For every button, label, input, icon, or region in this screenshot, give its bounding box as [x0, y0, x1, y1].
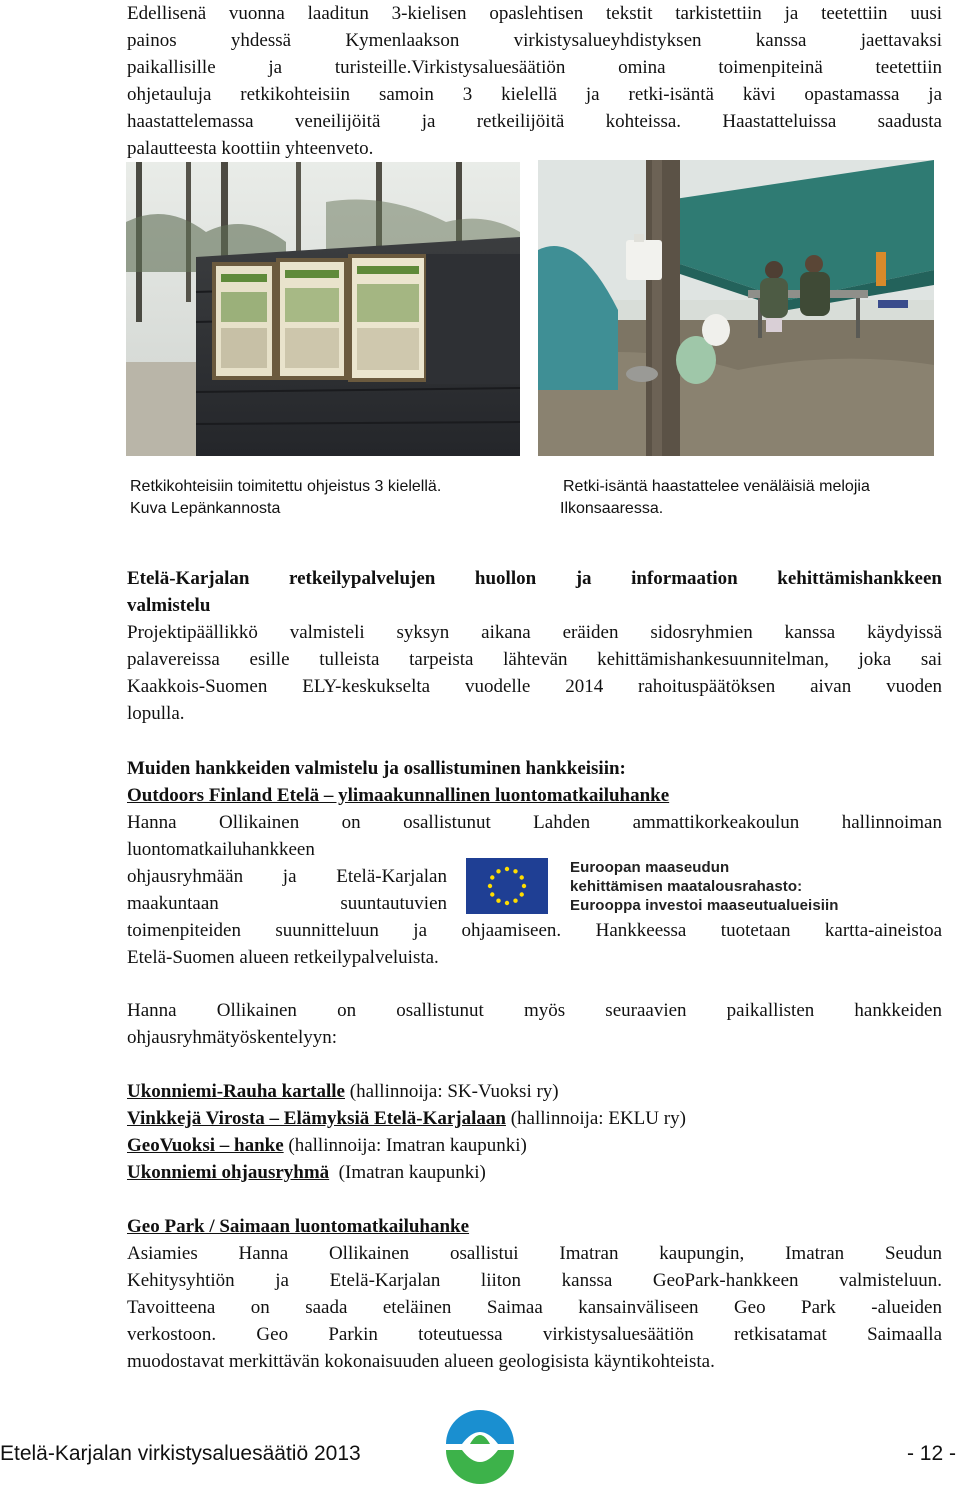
intro-line: haastattelemassa veneilijöitä ja retkeilijöitä kohteissa. Haastatteluissa saadusta	[127, 111, 942, 132]
list-item	[127, 1159, 942, 1186]
caption-line: Retkikohteisiin toimitettu ohjeistus 3 kielellä.	[130, 478, 442, 495]
eu-star	[505, 867, 509, 871]
intro-line: ohjetauluja retkikohteisiin samoin 3 kielellä ja retki-isäntä kävi opastamassa ja	[127, 84, 942, 105]
intro-line: palautteesta koottiin yhteenveto.	[127, 138, 374, 159]
paragraph-line: Kehitysyhtiön ja Etelä-Karjalan liiton kanssa GeoPark-hankkeen valmisteluun.	[127, 1270, 942, 1291]
foundation-logo	[440, 1400, 520, 1491]
list-item	[127, 1078, 942, 1105]
eu-star	[488, 884, 492, 888]
eu-logo-line: kehittämisen maatalousrahasto:	[570, 878, 803, 895]
foundation-logo-icon	[440, 1400, 520, 1491]
section-geopark	[127, 1213, 942, 1375]
intro-paragraph	[127, 0, 942, 162]
project-list	[127, 1078, 942, 1186]
eu-logo-text	[570, 858, 839, 915]
project-owner: (hallinnoija: Imatran kaupunki)	[283, 1135, 527, 1156]
footer-title: Etelä-Karjalan virkistysaluesäätiö 2013	[0, 1442, 361, 1465]
list-item	[127, 1132, 942, 1159]
project-owner: (hallinnoija: EKLU ry)	[505, 1108, 686, 1129]
section-retkeilypalvelut	[127, 565, 942, 727]
section-heading: Etelä-Karjalan retkeilypalvelujen huollon ja informaation kehittämishankkeen	[127, 568, 942, 589]
paragraph-line: verkostoon. Geo Parkin toteutuessa virkistysaluesäätiön retkisatamat Saimaalla	[127, 1324, 942, 1345]
paragraph-line: Hanna Ollikainen on osallistunut Lahden ammattikorkeakoulun hallinnoiman	[127, 812, 942, 833]
paragraph-line: muodostavat merkittävän kokonaisuuden alueen geologisista käyntikohteista.	[127, 1351, 715, 1372]
project-name: Ukonniemi ohjausryhmä	[127, 1162, 330, 1183]
section-heading: valmistelu	[127, 595, 211, 616]
project-owner: (Imatran kaupunki)	[329, 1162, 486, 1183]
intro-line: painos yhdessä Kymenlaakson virkistysalueyhdistyksen kanssa jaettavaksi	[127, 30, 942, 51]
paragraph-line: Etelä-Suomen alueen retkeilypalveluista.	[127, 947, 439, 968]
project-heading: Outdoors Finland Etelä – ylimaakunnallinen luontomatkailuhanke	[127, 785, 670, 806]
project-owner: (hallinnoija: SK-Vuoksi ry)	[345, 1081, 559, 1102]
right-photo-caption	[560, 476, 950, 520]
page-number: - 12 -	[906, 1442, 956, 1465]
eu-star	[490, 875, 494, 879]
paragraph-line: luontomatkailuhankkeen	[127, 839, 315, 860]
photo-info-boards	[126, 162, 520, 456]
section-heading: Muiden hankkeiden valmistelu ja osallistuminen hankkeisiin:	[127, 758, 626, 779]
eu-star	[520, 875, 524, 879]
paragraph-line: Tavoitteena on saada eteläinen Saimaa kansainväliseen Geo Park -alueiden	[127, 1297, 942, 1318]
paragraph-line: toimenpiteiden suunnitteluun ja ohjaamiseen. Hankkeessa tuotetaan kartta-aineistoa	[127, 920, 942, 941]
eu-logo-line: Euroopan maaseudun	[570, 859, 730, 876]
eu-flag-icon	[466, 858, 548, 914]
eu-star	[513, 869, 517, 873]
project-name: GeoVuoksi – hanke	[127, 1135, 284, 1156]
eu-star	[490, 892, 494, 896]
eu-star	[513, 899, 517, 903]
eu-star	[505, 901, 509, 905]
photo-info-boards-image	[126, 162, 520, 456]
project-name: Ukonniemi-Rauha kartalle	[127, 1081, 345, 1102]
paragraph-line: palavereissa esille tulleista tarpeista lähtevän kehittämishankesuunnitelman, joka sai	[127, 649, 942, 670]
eu-star	[522, 884, 526, 888]
caption-line: Kuva Lepänkannosta	[130, 500, 281, 517]
caption-line: Ilkonsaaressa.	[560, 500, 664, 517]
project-heading: Geo Park / Saimaan luontomatkailuhanke	[127, 1216, 470, 1237]
eu-star	[496, 899, 500, 903]
photo-camp-interview-image	[538, 160, 934, 456]
paragraph-line: ohjausryhmään ja Etelä-Karjalan	[127, 866, 447, 887]
photo-camp-interview	[538, 160, 934, 456]
eu-logo-line: Eurooppa investoi maaseutualueisiin	[570, 897, 839, 914]
caption-line: Retki-isäntä haastattelee venäläisiä melojia	[563, 478, 870, 495]
eu-rural-fund-logo	[466, 858, 866, 916]
left-photo-caption	[130, 476, 530, 520]
paragraph-line: Projektipäällikkö valmisteli syksyn aikana eräiden sidosryhmien kanssa käydyissä	[127, 622, 942, 643]
eu-star	[496, 869, 500, 873]
eu-star	[520, 892, 524, 896]
intro-line: Edellisenä vuonna laaditun 3-kielisen opaslehtisen tekstit tarkistettiin ja teetettiin uusi	[127, 3, 942, 24]
section-ohjausryhmat	[127, 997, 942, 1051]
paragraph-line: maakuntaan suuntautuvien	[127, 893, 447, 914]
paragraph-line: Kaakkois-Suomen ELY-keskukselta vuodelle 2014 rahoituspäätöksen aivan vuoden	[127, 676, 942, 697]
paragraph-line: Hanna Ollikainen on osallistunut myös seuraavien paikallisten hankkeiden	[127, 1000, 942, 1021]
paragraph-line: ohjausryhmätyöskentelyyn:	[127, 1027, 338, 1048]
project-name: Vinkkejä Virosta – Elämyksiä Etelä-Karjalaan	[127, 1108, 506, 1129]
intro-line: paikallisille ja turisteille.Virkistysaluesäätiön omina toimenpiteinä teetettiin	[127, 57, 942, 78]
paragraph-line: lopulla.	[127, 703, 185, 724]
list-item	[127, 1105, 942, 1132]
paragraph-line: Asiamies Hanna Ollikainen osallistui Imatran kaupungin, Imatran Seudun	[127, 1243, 942, 1264]
